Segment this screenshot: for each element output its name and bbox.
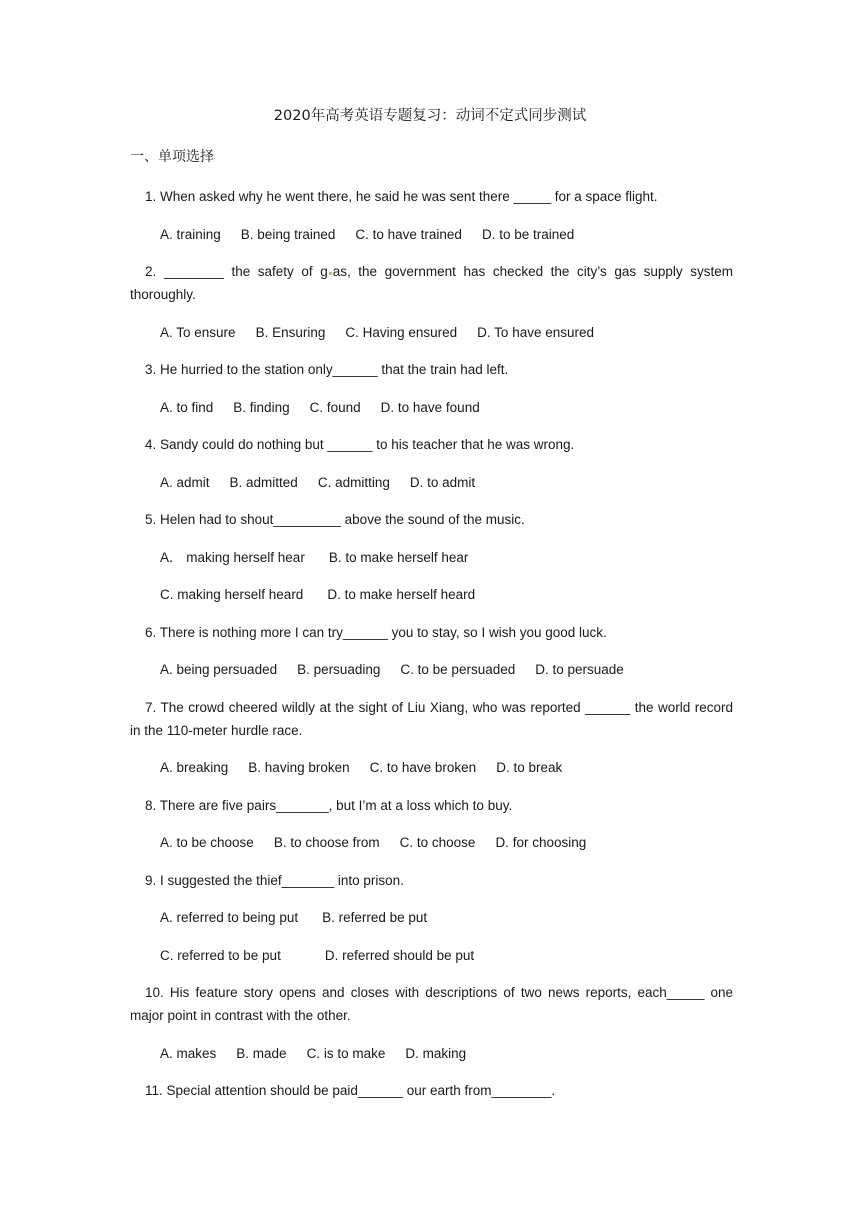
ink-dot-mark [329,272,332,275]
option-b: B. referred be put [322,910,428,925]
option-d: D. to have found [380,399,480,415]
option-d: D. to be trained [481,226,575,242]
question-list [130,185,733,1117]
option-d: D. to make herself heard [327,587,476,602]
option-d: D. making [405,1045,467,1061]
option-a: A. being persuaded [160,662,278,677]
options-7 [160,756,733,779]
option-b: B. to make herself hear [328,549,469,565]
options-5-row-1 [160,546,733,569]
options-10 [160,1042,733,1065]
option-a: A. training [160,226,221,242]
question-3: 3. He hurried to the station only______ that the train had left. [145,362,509,377]
question-9: 9. I suggested the thief_______ into prison. [145,872,404,888]
option-b: B. Ensuring [255,324,326,340]
option-d: D. to break [496,760,563,775]
section-heading: 一、单项选择 [130,149,214,165]
options-8 [160,831,733,854]
option-c: C. Having ensured [345,324,458,340]
option-b: B. persuading [297,662,381,677]
question-11: 11. Special attention should be paid______ our earth from________. [145,1083,556,1098]
options-4 [160,471,733,494]
document-title: 2020年高考英语专题复习：动词不定式同步测试 [273,108,587,124]
option-b: B. being trained [240,226,336,242]
options-2 [160,321,733,344]
option-c: C. is to make [306,1045,386,1061]
question-10: 10. His feature story opens and closes with descriptions of two news reports, each_____ one major point in contrast with the other. [130,985,733,1023]
option-a: A. makes [160,1045,217,1061]
question-7: 7. The crowd cheered wildly at the sight of Liu Xiang, who was reported ______ the world record in the 110-meter hurdle race. [130,699,733,738]
option-c: C. to have broken [369,760,477,775]
option-b: B. to choose from [273,835,380,850]
option-a: A. to find [160,399,214,415]
option-c: C. to have trained [355,226,462,242]
option-a: A. referred to being put [160,910,299,925]
question-5: 5. Helen had to shout_________ above the sound of the music. [145,512,525,527]
option-d: D. to admit [409,474,476,490]
question-2-text-end: as, the government has checked the city’s gas supply system thoroughly. [130,264,733,302]
option-c: C. referred to be put [160,947,281,963]
option-a: A． making herself hear [160,549,305,565]
option-c: C. found [309,399,361,415]
question-2 [130,260,733,306]
option-d: D. referred should be put [324,947,475,963]
option-b: B. having broken [248,760,350,775]
option-b: B. made [236,1045,287,1061]
options-9-row-1 [160,906,733,929]
option-c: C. to choose [399,835,476,850]
option-d: D. to persuade [535,662,624,677]
question-6: 6. There is nothing more I can try______ you to stay, so I wish you good luck. [145,624,607,640]
options-6 [160,658,733,681]
option-a: A. to be choose [160,835,254,850]
option-a: A. To ensure [160,324,236,340]
question-4: 4. Sandy could do nothing but ______ to his teacher that he was wrong. [145,437,575,452]
option-a: A. admit [160,474,210,490]
option-c: C. admitting [317,474,390,490]
question-8: 8. There are five pairs_______, but I’m at a loss which to buy. [145,797,513,813]
options-5-row-2 [160,583,733,606]
option-c: C. to be persuaded [400,662,516,677]
option-d: D. To have ensured [477,324,594,340]
question-2-text-start: 2. ________ the safety of g [145,264,328,279]
option-c: C. making herself heard [160,587,304,602]
option-d: D. for choosing [495,835,587,850]
options-9-row-2 [160,944,733,967]
option-a: A. breaking [160,760,229,775]
option-b: B. finding [233,399,290,415]
question-1: 1. When asked why he went there, he said he was sent there _____ for a space flight. [145,189,658,204]
options-1 [160,223,733,246]
option-b: B. admitted [229,474,298,490]
options-3 [160,396,733,419]
